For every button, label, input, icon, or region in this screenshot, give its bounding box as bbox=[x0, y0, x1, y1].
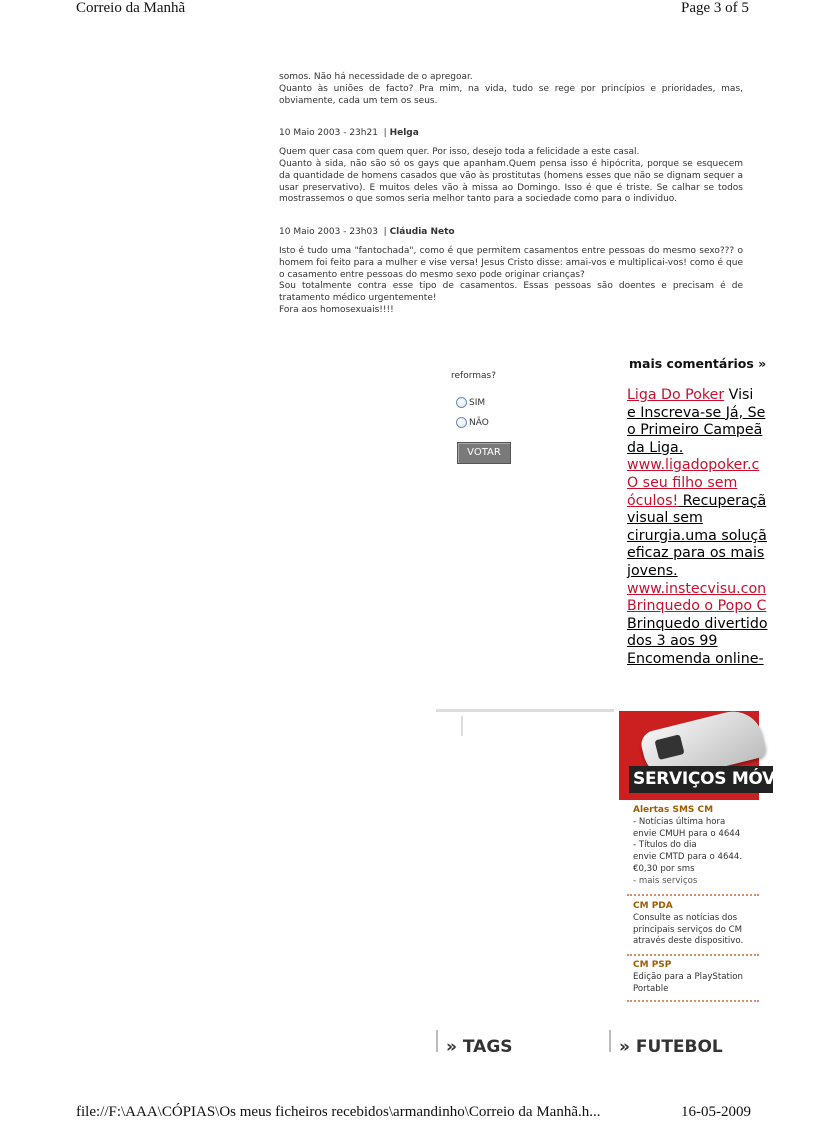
tags-section-header[interactable] bbox=[436, 1030, 608, 1057]
service-line: envie CMUH para o 4644 bbox=[633, 828, 741, 839]
comment-meta: 10 Maio 2003 - 23h03 | Cláudia Neto bbox=[279, 227, 455, 238]
section-title: » TAGS bbox=[446, 1037, 513, 1057]
service-line: Portable bbox=[633, 983, 669, 994]
comment-item bbox=[279, 128, 743, 206]
service-line: envie CMTD para o 4644. bbox=[633, 852, 743, 863]
comment-author: Helga bbox=[389, 128, 419, 139]
service-cm-psp bbox=[633, 960, 759, 995]
mobile-services-banner[interactable] bbox=[619, 711, 793, 800]
service-line: Edição para a PlayStation bbox=[633, 971, 743, 982]
comment-author: Cláudia Neto bbox=[389, 227, 455, 238]
ad-text[interactable]: Recuperaçã bbox=[678, 492, 767, 509]
comment-item bbox=[279, 227, 743, 317]
comment-text: Sou totalmente contra esse tipo de casamentos. Essas pessoas são doentes e precisam é de tratamento médico urgentemente! bbox=[279, 281, 743, 304]
divider bbox=[436, 709, 614, 712]
banner-title: SERVIÇOS MÓVEI bbox=[629, 766, 773, 793]
ad-text[interactable]: o Primeiro Campeã bbox=[627, 422, 763, 439]
ad-text[interactable]: Brinquedo divertido bbox=[627, 615, 768, 632]
poll-option-label: NÃO bbox=[469, 417, 489, 428]
service-title[interactable]: Alertas SMS CM bbox=[633, 805, 714, 815]
service-sms-alerts bbox=[633, 805, 759, 888]
comment-date: 10 Maio 2003 - 23h03 bbox=[279, 227, 378, 238]
comment-text: Quanto à sida, não são só os gays que apanham.Quem pensa isso é hipócrita, porque se esquecem da quantidade de homens casados que vão às prostitutas (homens esses que não se dignam sequer a usar preservativo). E muitos deles vão à missa ao Domingo. Isso é que é triste. Se calhar se todos mostrassemos o que somos seria melhor tanto para a sociedade como para o individuo. bbox=[279, 158, 743, 205]
ad-text[interactable]: dos 3 aos 99 bbox=[627, 633, 718, 650]
service-cm-pda bbox=[633, 901, 759, 948]
comment-date: 10 Maio 2003 - 23h21 bbox=[279, 128, 378, 139]
comment-text: Fora aos homosexuais!!!! bbox=[279, 304, 394, 315]
service-title[interactable]: CM PDA bbox=[633, 901, 673, 911]
ad-text[interactable]: jovens. bbox=[627, 562, 678, 579]
divider bbox=[461, 716, 463, 736]
ad-link-title[interactable]: óculos! bbox=[627, 492, 679, 509]
service-line: €0,30 por sms bbox=[633, 863, 695, 874]
divider bbox=[627, 894, 759, 896]
footer-file-path: file://F:\AAA\CÓPIAS\Os meus ficheiros recebidos\armandinho\Correio da Manhã.h... bbox=[76, 1104, 601, 1120]
ad-url[interactable]: www.instecvisu.con bbox=[627, 580, 767, 597]
page-number: Page 3 of 5 bbox=[681, 0, 749, 16]
more-comments-link[interactable]: mais comentários » bbox=[629, 356, 767, 371]
footer-date: 16-05-2009 bbox=[681, 1104, 751, 1120]
comment-lead bbox=[279, 72, 743, 107]
comment-meta: 10 Maio 2003 - 23h21 | Helga bbox=[279, 128, 419, 139]
ad-links[interactable] bbox=[627, 387, 768, 669]
comment-text: Quem quer casa com quem quer. Por isso, desejo toda a felicidade a este casal. bbox=[279, 147, 640, 158]
poll-question: reformas? bbox=[451, 371, 497, 381]
service-line: - Notícias última hora bbox=[633, 816, 726, 827]
service-line: - Títulos do dia bbox=[633, 840, 697, 851]
poll-option-label: SIM bbox=[469, 397, 486, 408]
poll-option-nao[interactable] bbox=[456, 417, 489, 428]
comment-text: Quanto às uniões de facto? Pra mim, na vida, tudo se rege por princípios e prioridades, mas, obviamente, cada um tem os seus. bbox=[279, 83, 743, 106]
ad-url[interactable]: www.ligadopoker.c bbox=[627, 457, 760, 474]
comment-text: Isto é tudo uma "fantochada", como é que permitem casamentos entre pessoas do mesmo sexo??? o homem foi feito para a mulher e vise versa! Jesus Cristo disse: amai-vos e multiplicai-vos! como é que o casamento entre pessoas do mesmo sexo pode originar crianças? bbox=[279, 245, 743, 280]
ad-text[interactable]: cirurgia.uma soluçã bbox=[627, 527, 767, 544]
ad-link-title[interactable]: O seu filho sem bbox=[627, 474, 738, 491]
ad-text[interactable]: visual sem bbox=[627, 510, 703, 527]
radio-button[interactable] bbox=[456, 397, 467, 408]
section-title: » FUTEBOL bbox=[619, 1037, 723, 1057]
page-header-title: Correio da Manhã bbox=[76, 0, 186, 16]
ad-text[interactable]: da Liga. bbox=[627, 439, 684, 456]
service-line: Consulte as notícias dos bbox=[633, 912, 738, 923]
ad-text[interactable]: e Inscreva-se Já, Se bbox=[627, 404, 766, 421]
service-line: através deste dispositivo. bbox=[633, 936, 744, 947]
ad-link-title[interactable]: Brinquedo o Popo C bbox=[627, 598, 767, 615]
futebol-section-header[interactable] bbox=[609, 1030, 761, 1057]
ad-text[interactable]: eficaz para os mais bbox=[627, 545, 765, 562]
poll-option-sim[interactable] bbox=[456, 397, 485, 408]
ad-text[interactable]: Encomenda online- bbox=[627, 650, 764, 667]
comment-text: somos. Não há necessidade de o apregoar. bbox=[279, 72, 473, 82]
vote-button[interactable]: VOTAR bbox=[457, 442, 511, 464]
radio-button[interactable] bbox=[456, 417, 467, 428]
divider bbox=[627, 1000, 759, 1002]
ad-link-title[interactable]: Liga Do Poker bbox=[627, 387, 725, 403]
ad-text[interactable]: Visi bbox=[724, 387, 754, 403]
comments-section bbox=[279, 72, 743, 317]
more-services-link[interactable]: - mais serviços bbox=[633, 875, 698, 886]
service-title[interactable]: CM PSP bbox=[633, 960, 672, 970]
divider bbox=[627, 954, 759, 956]
service-line: principais serviços do CM bbox=[633, 924, 743, 935]
